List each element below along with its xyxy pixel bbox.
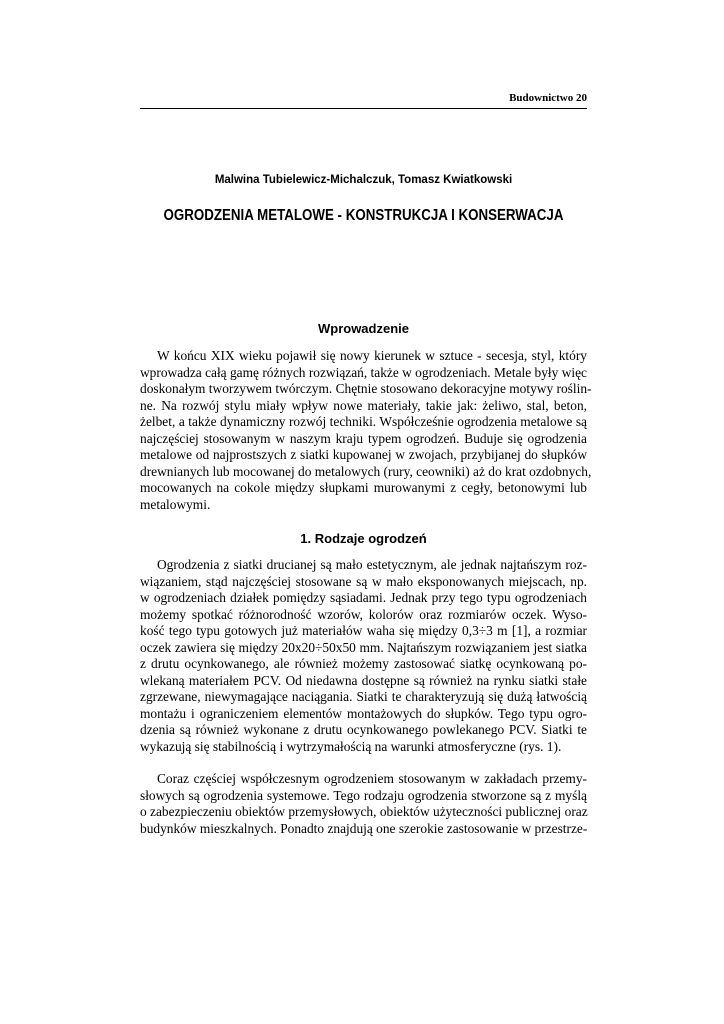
text-line: metalowe od najprostszych z siatki kupowanej w zwojach, przybijanej do słupków	[140, 447, 587, 462]
section-heading-fence-types: 1. Rodzaje ogrodzeń	[300, 531, 427, 546]
text-line: wprowadza całą gamę różnych rozwiązań, także w ogrodzeniach. Metale były więc	[140, 364, 587, 380]
text-line: wiązaniem, stąd najczęściej stosowane są w mało eksponowanych miejscach, np.	[140, 573, 587, 589]
running-head: Budownictwo 20	[509, 92, 587, 104]
authors: Malwina Tubielewicz-Michalczuk, Tomasz Kwiatkowski	[214, 174, 513, 186]
text-line: kość tego typu gotowych już materiałów waha się między 0,3÷3 m [1], a rozmiar	[140, 623, 587, 638]
text-line: drewnianych lub mocowanej do metalowych (rury, ceowniki) aż do krat ozdobnych,	[140, 463, 592, 479]
text-line: żelbet, a także dynamiczny rozwój techniki. Współcześnie ogrodzenia metalowe są	[140, 414, 587, 429]
paragraph-introduction	[140, 348, 592, 513]
header-rule	[140, 108, 587, 109]
section-heading-introduction: Wprowadzenie	[317, 321, 409, 336]
text-line: z drutu ocynkowanego, ale również możemy zastosować siatkę ocynkowaną po-	[140, 656, 587, 671]
paragraph-system-fences	[140, 771, 587, 837]
paper-title: OGRODZENIA METALOWE - KONSTRUKCJA I KONSERWACJA	[163, 207, 564, 224]
paragraph-wire-mesh	[140, 557, 587, 755]
text-line: mocowanych na cokole między słupkami murowanymi z cegły, betonowymi lub	[140, 480, 587, 495]
text-line: ne. Na rozwój stylu miały wpływ nowe materiały, takie jak: żeliwo, stal, beton,	[140, 397, 587, 413]
text-line: budynków mieszkalnych. Ponadto znajdują one szerokie zastosowanie w przestrze-	[140, 820, 588, 836]
text-line: metalowymi.	[140, 496, 211, 512]
text-line: wykazują się stabilnością i wytrzymałością na warunki atmosferyczne (rys. 1).	[140, 738, 562, 754]
text-line: zgrzewane, niewymagające naciągania. Siatki te charakteryzują się dużą łatwością	[140, 689, 587, 704]
text-line: możemy spotkać różnorodność wzorów, kolorów oraz rozmiarów oczek. Wyso-	[140, 606, 587, 622]
text-line: montażu i ograniczeniem elementów montażowych do słupków. Tego typu ogro-	[140, 705, 587, 721]
text-line: w ogrodzeniach działek pomiędzy sąsiadami. Jednak przy tego typu ogrodzeniach	[140, 590, 587, 605]
text-line: W końcu XIX wieku pojawił się nowy kierunek w sztuce - secesja, styl, który	[157, 348, 587, 363]
text-line: doskonałym tworzywem twórczym. Chętnie stosowano dekoracyjne motywy roślin-	[140, 381, 592, 396]
text-line: o zabezpieczeniu obiektów przemysłowych, obiektów użyteczności publicznej oraz	[140, 804, 588, 819]
text-line: słowych są ogrodzenia systemowe. Tego rodzaju ogrodzenia stworzone są z myślą	[140, 787, 587, 803]
text-line: najczęściej stosowanym w naszym kraju typem ogrodzeń. Buduje się ogrodzenia	[140, 430, 587, 446]
text-line: Coraz częściej współczesnym ogrodzeniem stosowanym w zakładach przemy-	[157, 771, 587, 786]
text-line: dzenia są również wykonane z drutu ocynkowanego powlekanego PCV. Siatki te	[140, 722, 587, 737]
text-line: wlekaną materiałem PCV. Od niedawna dostępne są również na rynku siatki stałe	[140, 672, 587, 688]
text-line: Ogrodzenia z siatki drucianej są mało estetycznym, ale jednak najtańszym roz-	[157, 557, 587, 572]
text-line: oczek zawiera się między 20x20÷50x50 mm. Najtańszym rozwiązaniem jest siatka	[140, 639, 587, 655]
